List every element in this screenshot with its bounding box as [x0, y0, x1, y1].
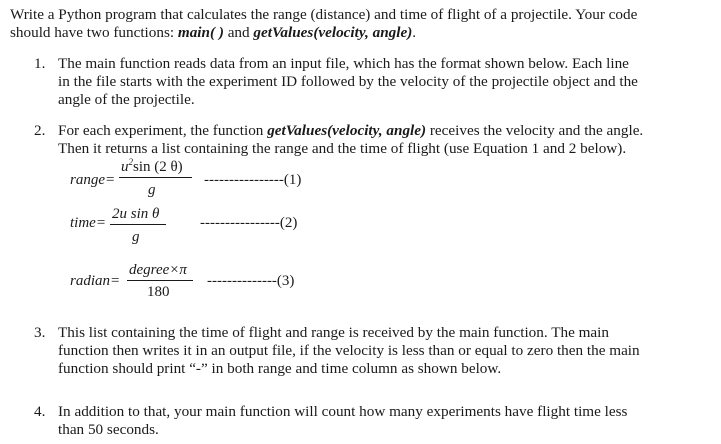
equation-3-tag: --------------(3)	[207, 273, 295, 289]
item-2-text: receives the velocity and the angle.	[426, 122, 644, 139]
item-number: 2.	[34, 122, 46, 139]
item-number: 1.	[34, 55, 46, 72]
item-3-line-2: function then writes it in an output file, if the velocity is less than or equal to zero then the main	[58, 342, 640, 359]
item-1-line-3: angle of the projectile.	[58, 91, 195, 108]
item-4-line-1: In addition to that, your main function will count how many experiments have flight time less	[58, 403, 628, 420]
time-lhs: time=	[70, 215, 106, 231]
range-fraction-bar	[119, 177, 192, 178]
range-denominator: g	[148, 182, 156, 198]
item-2-line-1	[58, 122, 643, 140]
item-number: 3.	[34, 324, 46, 341]
getvalues-function-name: getValues(velocity, angle)	[253, 24, 413, 41]
item-number: 4.	[34, 403, 46, 420]
intro-period: .	[412, 24, 417, 41]
main-function-name: main( )	[177, 24, 224, 41]
time-numerator: 2u sin θ	[112, 206, 160, 222]
item-1-line-2: in the file starts with the experiment ID followed by the velocity of the projectile object and the	[58, 73, 638, 90]
time-fraction-bar	[110, 224, 166, 225]
range-lhs: range=	[70, 172, 116, 188]
item-3-line-3: function should print “-” in both range and time column as shown below.	[58, 360, 502, 377]
range-numerator	[121, 157, 183, 176]
range-sin: sin (2 θ)	[133, 159, 183, 175]
getvalues-function-name: getValues(velocity, angle)	[267, 122, 427, 139]
item-1-line-1: The main function reads data from an input file, which has the format shown below. Each line	[58, 55, 629, 72]
intro-text: should have two functions:	[10, 24, 178, 41]
item-3-line-1: This list containing the time of flight and range is received by the main function. The main	[58, 324, 609, 341]
intro-and: and	[223, 24, 254, 41]
radian-lhs: radian=	[70, 273, 121, 289]
equation-2-tag: ----------------(2)	[200, 215, 298, 231]
radian-fraction-bar	[127, 280, 193, 281]
intro-line-2	[10, 24, 416, 42]
radian-numerator: degree×π	[129, 262, 187, 278]
item-2-text: For each experiment, the function	[58, 122, 268, 139]
item-2-line-2: Then it returns a list containing the range and the time of flight (use Equation 1 and 2 below).	[58, 140, 627, 157]
item-4-line-2: than 50 seconds.	[58, 421, 159, 438]
time-denominator: g	[132, 229, 140, 245]
equation-1-tag: ----------------(1)	[204, 172, 302, 188]
intro-line-1: Write a Python program that calculates the range (distance) and time of flight of a projectile. Your code	[10, 6, 638, 23]
range-exponent: 2	[128, 157, 133, 167]
radian-denominator: 180	[147, 284, 170, 300]
range-u: u	[121, 159, 129, 175]
